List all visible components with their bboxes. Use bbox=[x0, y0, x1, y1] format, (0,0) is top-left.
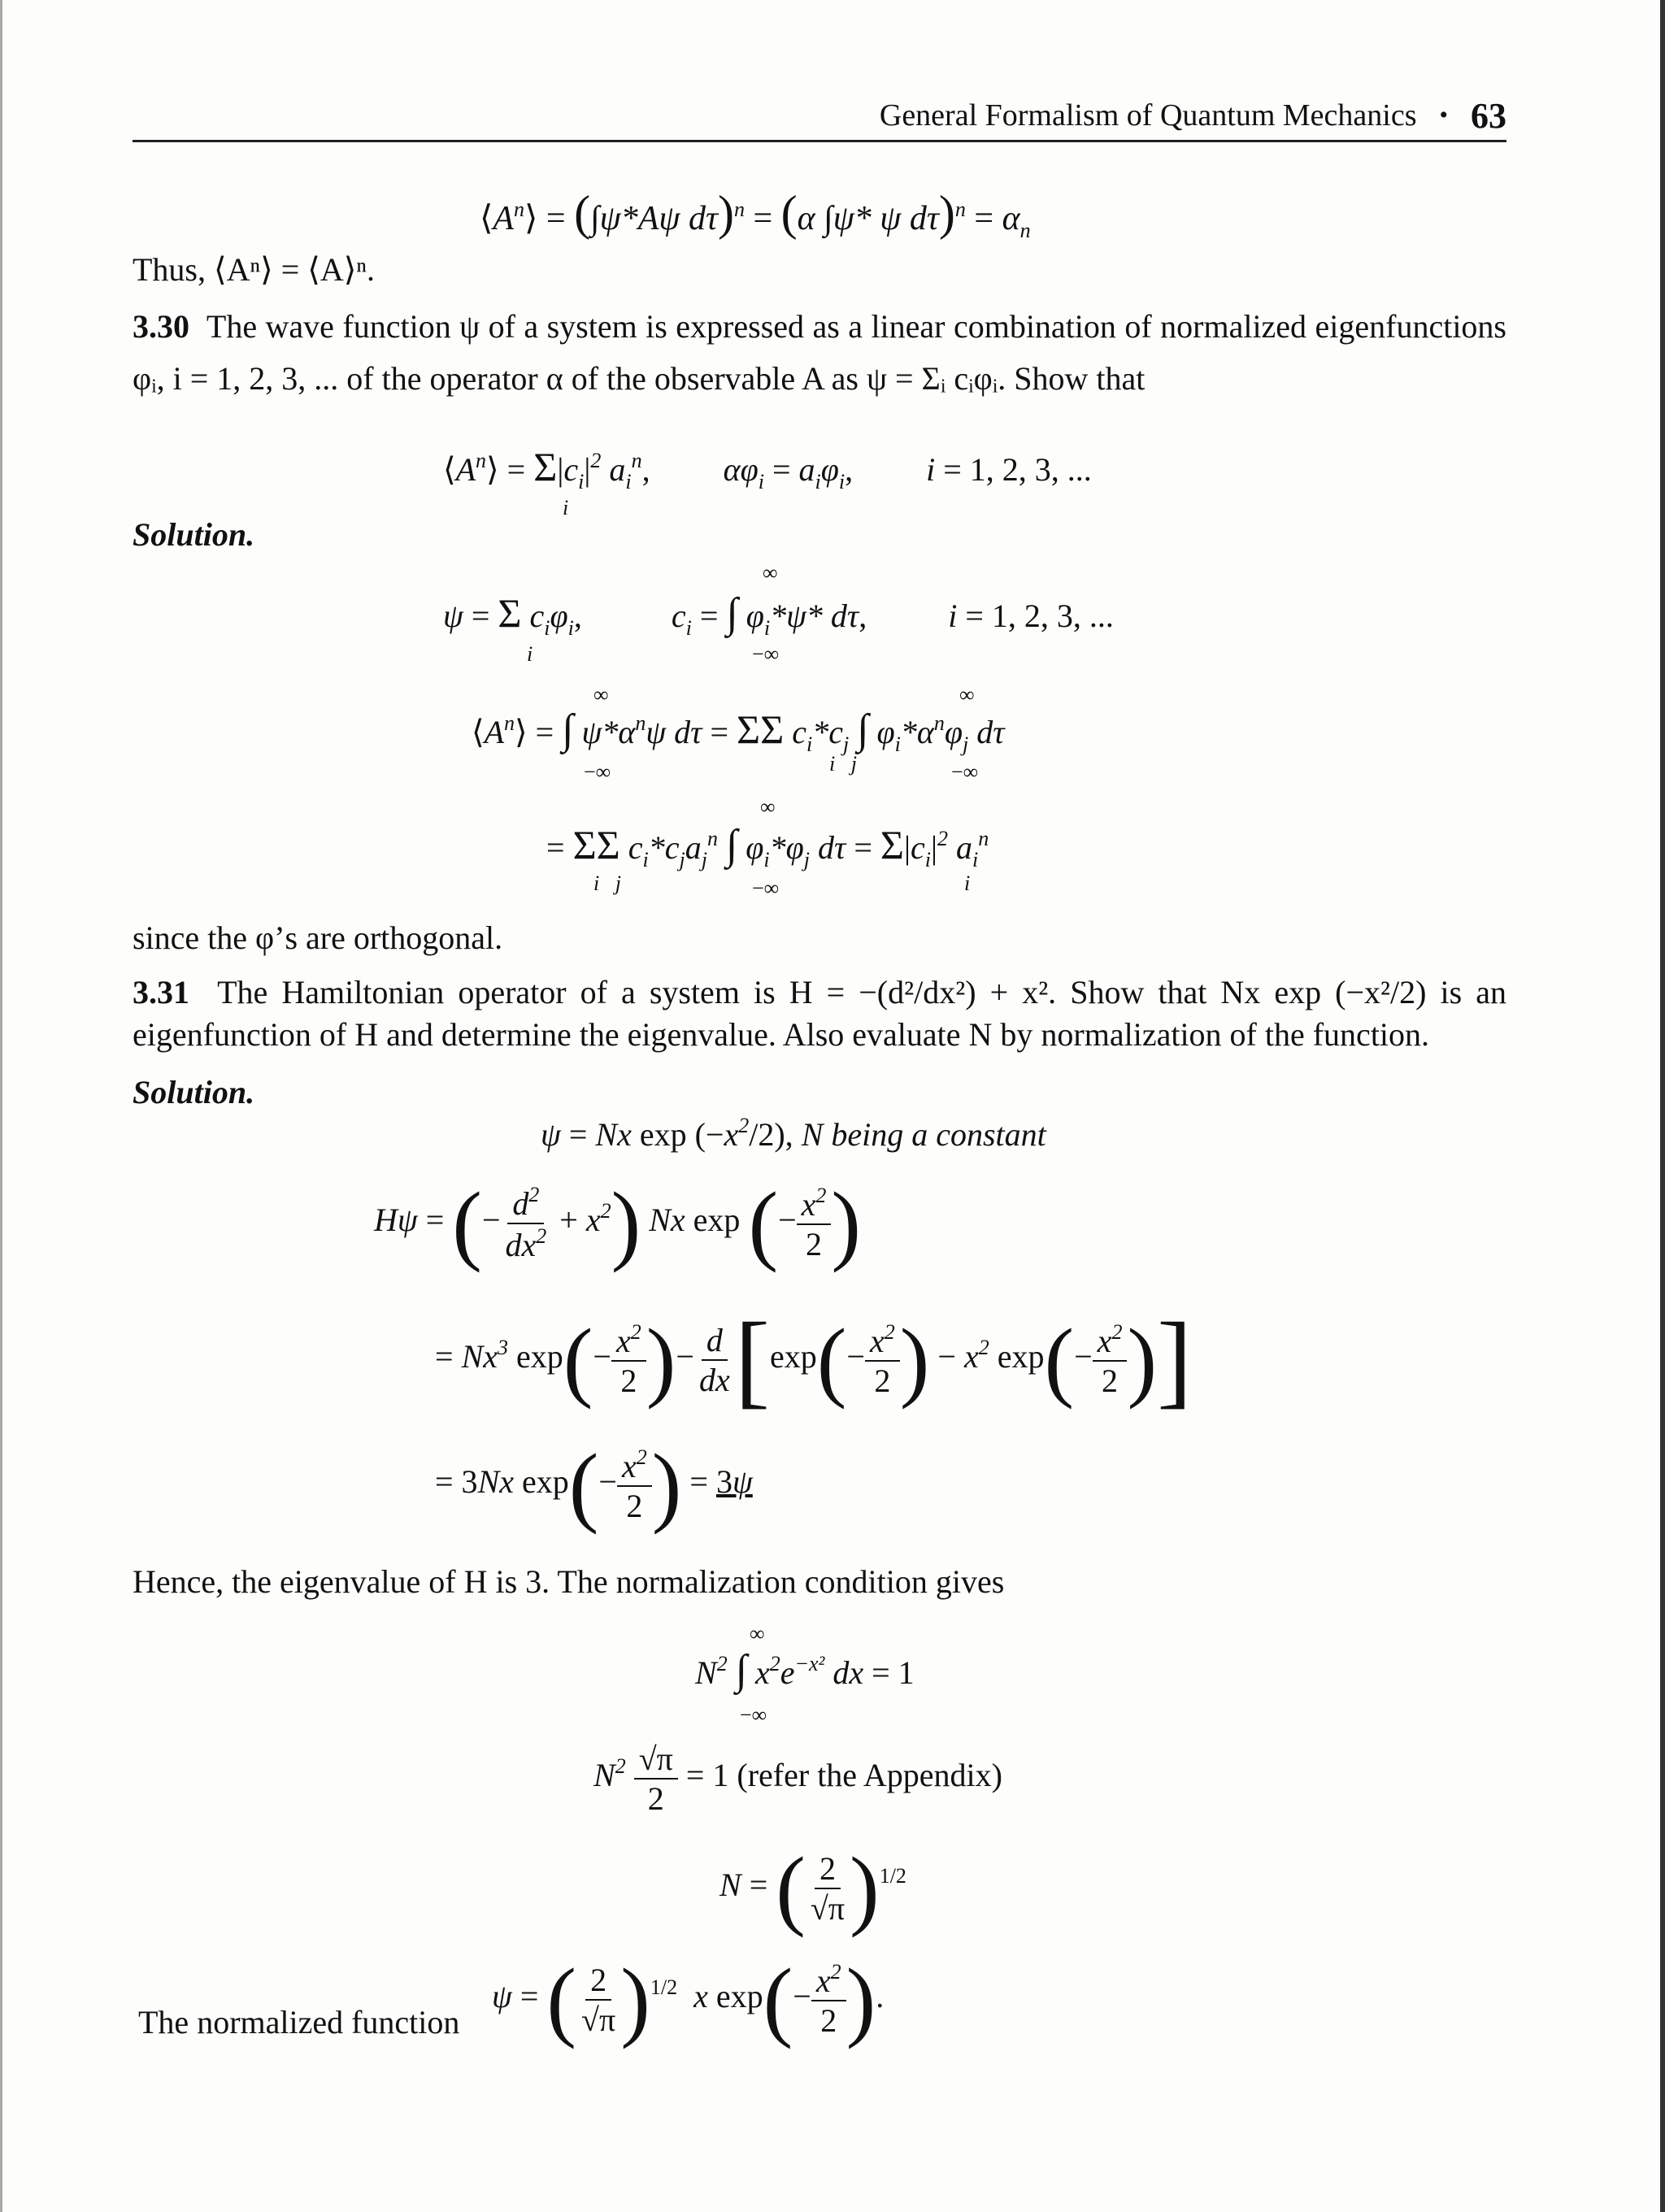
equation-trial-function: ψ = Nx $\exp (-x^2/2)$, N being a constant bbox=[541, 1114, 1046, 1153]
lower-limit: −∞ bbox=[584, 760, 611, 784]
final-label: The normalized function bbox=[138, 2004, 460, 2040]
running-header bbox=[133, 91, 1506, 142]
equation-psi-expansion: ψ = Σ $c_i\varphi_i$, $c_i$ = ∫ $\varphi_i*\psi*$ dτ, i = 1, 2, 3, ... bbox=[443, 590, 1114, 640]
problem-number: 3.30 bbox=[133, 308, 189, 345]
lower-limit: −∞ bbox=[740, 1703, 767, 1727]
equation-normalized-function: ψ = ( $\frac{2}{√\pi}$ )$^{1/2}$ x exp(− $\frac{x^2}{2}$ ). bbox=[492, 1950, 885, 2049]
problem-text: The Hamiltonian operator of a system is H = −(d²/dx²) + x². Show that Nx exp (−x²/2) is an eigenfunction of H and determine the eigenvalue. Also evaluate N by normalization of the function. bbox=[133, 974, 1506, 1053]
upper-limit: ∞ bbox=[763, 561, 778, 585]
equation-orthogonal-reduction: = ΣΣ $c_i*c_ja_j^n$ ∫ $\varphi_i*\varphi_j$ $d\tau = \Sigma|c_i|^2$ $a_i^n$ bbox=[546, 822, 989, 871]
thus-line: Thus, ⟨Aⁿ⟩ = ⟨A⟩ⁿ. bbox=[133, 251, 375, 288]
equation-h-psi: Hψ = (− $\frac{d^2}{dx^2}$ + $x^2$) Nx exp (− $\frac{x^2}{2}$ ) bbox=[374, 1174, 862, 1273]
page-number: 63 bbox=[1471, 95, 1506, 136]
upper-limit: ∞ bbox=[959, 683, 975, 706]
lower-limit: −∞ bbox=[951, 760, 979, 784]
header-title: General Formalism of Quantum Mechanics bbox=[879, 98, 1417, 133]
equation-expectation-an: $⟨A^n⟩ = (\int\psi*A\psi$ dτ)$^n$ = (α ∫ψ* ψ $d\tau)^n = \alpha_n$ bbox=[480, 186, 1031, 242]
header-bullet: • bbox=[1439, 102, 1448, 128]
equation-h-psi-expanded: = $Nx^3$ exp(− $\frac{x^2}{2}$ )− $\frac{d}{dx}$ [exp(− $\frac{x^2}{2}$ ) − $x^2$ exp(− $\frac{x^2}{2}$ )] bbox=[435, 1302, 1193, 1419]
equation-eigenvalue-result: = 3Nx exp(− $\frac{x^2}{2}$ ) = 3ψ bbox=[435, 1436, 753, 1535]
equation-normalization: $N^2$ ∫ $x^2e^{-x^2}$ dx = 1 bbox=[695, 1647, 915, 1693]
sum-indices: i j bbox=[593, 871, 621, 895]
problem-3-31 bbox=[133, 971, 1506, 1056]
upper-limit: ∞ bbox=[750, 1622, 765, 1645]
problem-3-30 bbox=[133, 301, 1506, 405]
sum-index: i bbox=[563, 496, 569, 519]
upper-limit: ∞ bbox=[593, 683, 609, 706]
hence-line: Hence, the eigenvalue of H is 3. The normalization condition gives bbox=[133, 1563, 1005, 1600]
solution-label: Solution. bbox=[133, 516, 255, 553]
solution-label: Solution. bbox=[133, 1074, 255, 1110]
lower-limit: −∞ bbox=[752, 876, 780, 900]
sum-indices: i j bbox=[829, 752, 857, 776]
equation-n-value: N = ( $\frac{2}{√\pi}$ )$^{1/2}$ bbox=[719, 1839, 906, 1938]
equation-normalization-gaussian: $N^2$ $\frac{√\pi}{2}$ = 1 (refer the Appendix) bbox=[593, 1740, 1002, 1817]
problem-number: 3.31 bbox=[133, 974, 189, 1010]
lower-limit: −∞ bbox=[752, 642, 780, 666]
sum-index: i bbox=[964, 871, 971, 895]
sum-index: i bbox=[527, 642, 533, 666]
scan-right-edge bbox=[1660, 0, 1665, 2212]
equation-show-that: $⟨A^n⟩ = \Sigma|c_i|^2$ $a_i^n$, $\alpha\varphi_i = a_i\varphi_i$, i = 1, 2, 3, ... bbox=[443, 444, 1092, 493]
orthogonal-note: since the φ’s are orthogonal. bbox=[133, 919, 503, 956]
upper-limit: ∞ bbox=[760, 795, 776, 819]
problem-text: The wave function ψ of a system is expressed as a linear combination of normalized eigenfunctions φᵢ, i = 1, 2, 3, ... of the operator α of the observable A as ψ = Σᵢ cᵢφᵢ. Show that bbox=[133, 308, 1506, 397]
scan-left-edge bbox=[0, 0, 2, 2212]
equation-an-expansion: $⟨A^n⟩$ = ∫ $\psi*\alpha^n\psi$ dτ = ΣΣ $c_i*c_j$ ∫ $\varphi_i*\alpha^n\varphi_j$ dτ bbox=[472, 706, 1005, 756]
